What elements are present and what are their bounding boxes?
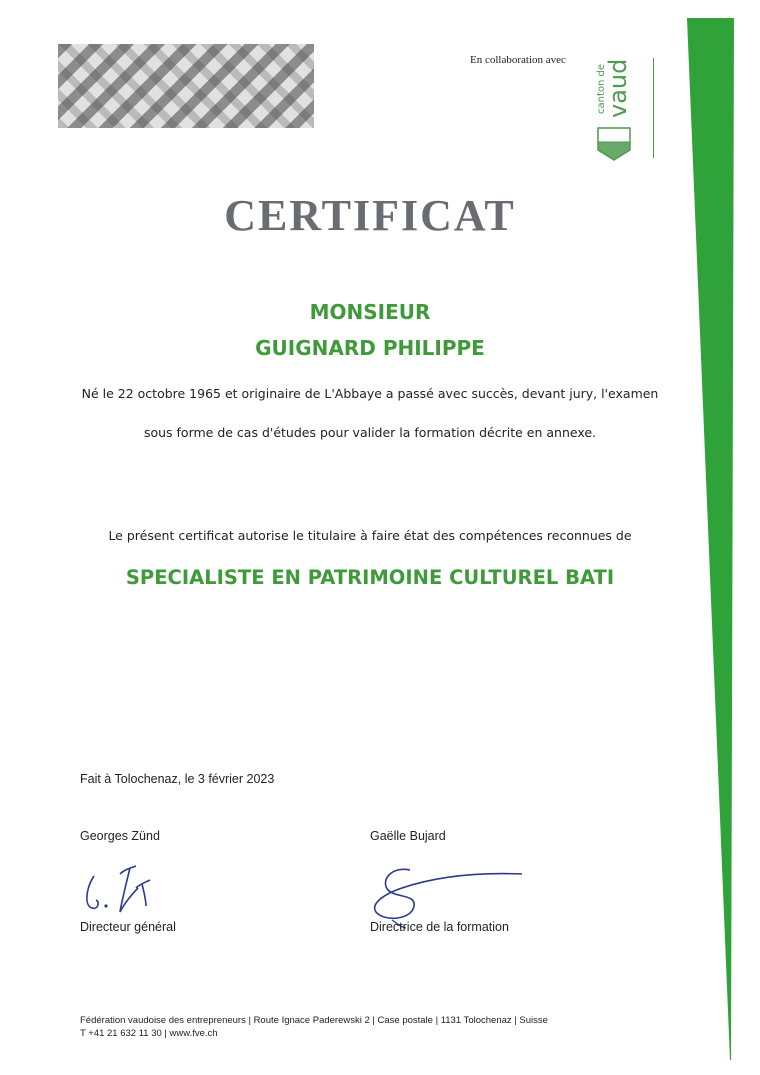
canton-vaud-logo [596,56,636,166]
holder-salutation: MONSIEUR [309,300,431,324]
signer-right-name: Gaëlle Bujard [370,829,446,843]
signer-right-role: Directrice de la formation [370,920,509,934]
signature-right [362,850,532,930]
holder-name: GUIGNARD PHILIPPE [255,336,485,360]
speciality-title: SPECIALISTE EN PATRIMOINE CULTUREL BATI [125,566,615,589]
footer-contact: T +41 21 632 11 30 | www.fve.ch [80,1028,218,1039]
svg-text:vaud: vaud [604,58,632,118]
vaud-divider-line [653,58,654,158]
certificate-title: CERTIFICAT [224,191,516,240]
certificate-text-line-3: Le présent certificat autorise le titulaire à faire état des compétences reconnues de [108,528,632,543]
collaboration-label: En collaboration avec [470,54,566,66]
svg-text:canton de: canton de [596,63,607,114]
certificate-text-line-2: sous forme de cas d'études pour valider la formation décrite en annexe. [143,425,597,440]
header-logo [58,44,314,128]
signer-left-role: Directeur général [80,920,176,934]
place-and-date: Fait à Tolochenaz, le 3 février 2023 [80,772,275,786]
signer-left-name: Georges Zünd [80,829,160,843]
footer [80,1014,548,1040]
certificate-text-line-1: Né le 22 octobre 1965 et originaire de L'Abbaye a passé avec succès, devant jury, l'examen [81,386,659,401]
signature-left [80,854,170,916]
footer-address: Fédération vaudoise des entrepreneurs | Route Ignace Paderewski 2 | Case postale | 1131 Tolochenaz | Suisse [80,1015,548,1026]
